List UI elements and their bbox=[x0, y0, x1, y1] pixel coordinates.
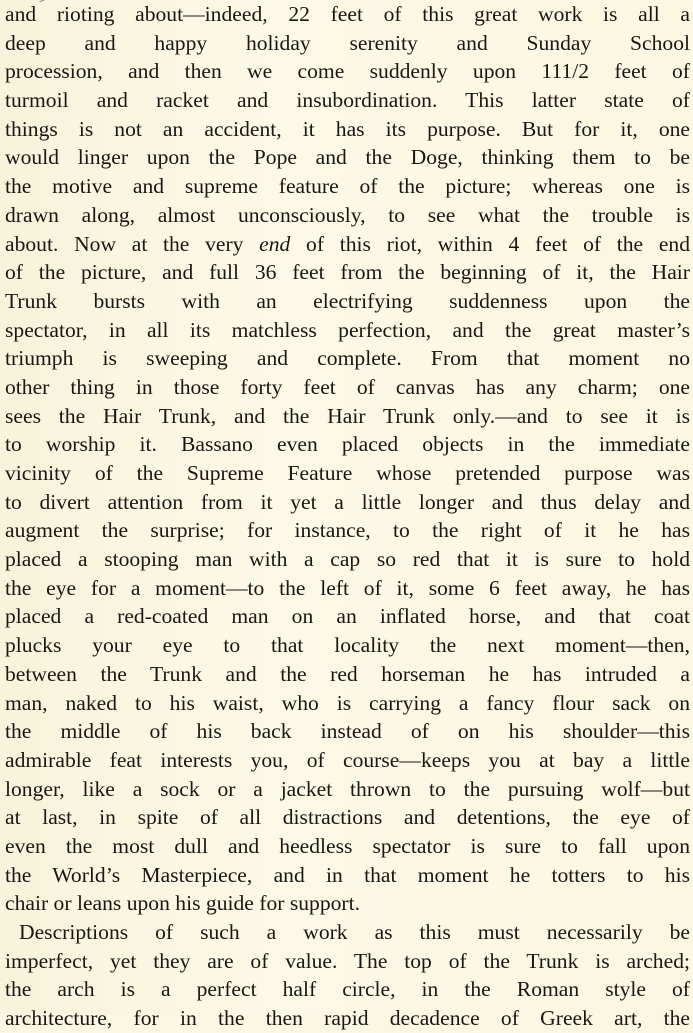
text-line: deep and happy holiday serenity and Sunday School bbox=[5, 30, 690, 55]
text-line: of the picture, and full 36 feet from the beginning of it, the Hair bbox=[5, 260, 690, 285]
text-line: the arch is a perfect half circle, in the Roman style of bbox=[5, 977, 690, 1002]
text-line: placed a red-coated man on an inflated horse, and that coat bbox=[5, 604, 690, 629]
text-line: things is not an accident, it has its purpose. But for it, one bbox=[5, 116, 690, 141]
text-line: and rioting about—indeed, 22 feet of this great work is all a bbox=[5, 2, 690, 26]
text-line: would linger upon the Pope and the Doge, thinking them to be bbox=[5, 145, 690, 170]
text-line: about. Now at the very end of this riot, within 4 feet of the end bbox=[5, 231, 690, 256]
text-line: longer, like a sock or a jacket thrown to the pursuing wolf—but bbox=[5, 776, 690, 801]
text-line: spectator, in all its matchless perfection, and the great master’s bbox=[5, 317, 690, 342]
text-line: chair or leans upon his guide for support. bbox=[5, 891, 361, 916]
text-line: turmoil and racket and insubordination. This latter state of bbox=[5, 88, 690, 113]
text-line: Trunk bursts with an electrifying suddenness upon the bbox=[5, 288, 690, 313]
text-line: to divert attention from it yet a little longer and thus delay and bbox=[5, 489, 690, 514]
text-line: procession, and then we come suddenly upon 111/2 feet of bbox=[5, 59, 690, 84]
text-line: even the most dull and heedless spectator is sure to fall upon bbox=[5, 833, 690, 858]
text-line: other thing in those forty feet of canvas has any charm; one bbox=[5, 374, 690, 399]
text-line: architecture, for in the then rapid decadence of Greek art, the bbox=[5, 1006, 690, 1031]
text-line: the World’s Masterpiece, and in that moment he totters to his bbox=[5, 862, 690, 887]
text-line: man, naked to his waist, who is carrying a fancy flour sack on bbox=[5, 690, 690, 715]
text-line: Descriptions of such a work as this must necessarily be bbox=[19, 920, 690, 944]
text-line: admirable feat interests you, of course—keeps you at bay a little bbox=[5, 747, 690, 772]
text-line: at last, in spite of all distractions and detentions, the eye of bbox=[5, 805, 690, 830]
text-line: drawn along, almost unconsciously, to see what the trouble is bbox=[5, 202, 690, 227]
text-line: the eye for a moment—to the left of it, some 6 feet away, he has bbox=[5, 575, 690, 600]
body-text bbox=[5, 0, 690, 1033]
paragraph-2 bbox=[5, 918, 690, 1033]
text-line: to worship it. Bassano even placed objects in the immediate bbox=[5, 432, 690, 457]
text-line: between the Trunk and the red horseman he has intruded a bbox=[5, 661, 690, 686]
text-line: triumph is sweeping and complete. From that moment no bbox=[5, 346, 690, 371]
text-line: plucks your eye to that locality the next moment—then, bbox=[5, 633, 690, 658]
text-line: imperfect, yet they are of value. The top of the Trunk is arched; bbox=[5, 948, 690, 973]
paragraph-1 bbox=[5, 0, 690, 918]
text-line: sees the Hair Trunk, and the Hair Trunk only.—and to see it is bbox=[5, 403, 690, 428]
text-line: placed a stooping man with a cap so red that it is sure to hold bbox=[5, 547, 690, 572]
text-line: the motive and supreme feature of the picture; whereas one is bbox=[5, 174, 690, 199]
text-line: the middle of his back instead of on his shoulder—this bbox=[5, 719, 690, 744]
text-line: augment the surprise; for instance, to the right of it he has bbox=[5, 518, 690, 543]
text-line: vicinity of the Supreme Feature whose pretended purpose was bbox=[5, 461, 690, 485]
